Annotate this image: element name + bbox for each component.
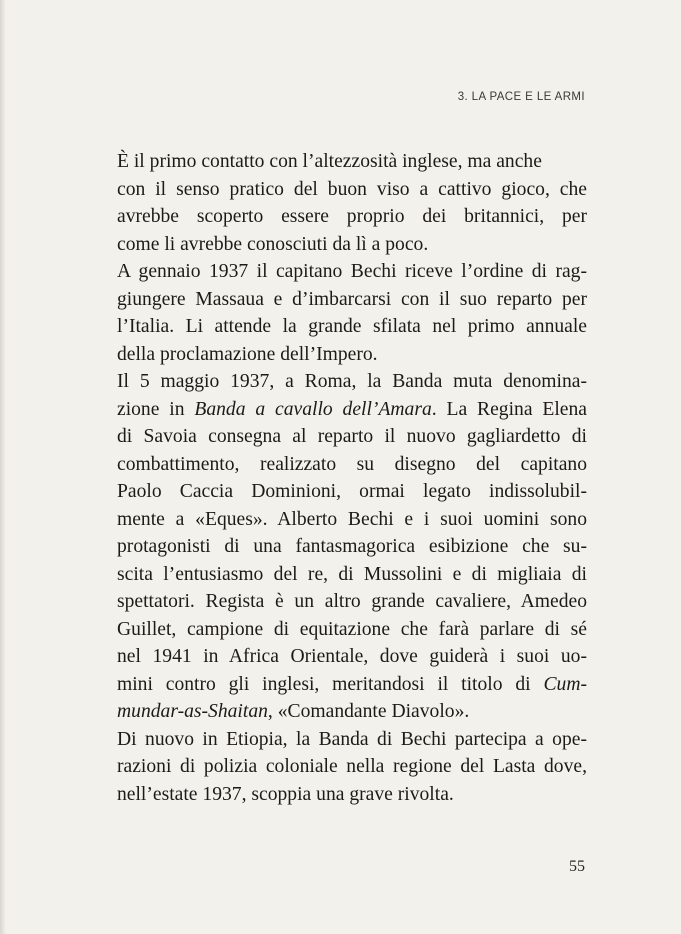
body-text: [117, 148, 587, 808]
page-edge: [0, 0, 6, 934]
text-segment: , «Comandante Diavolo».: [267, 701, 470, 722]
text-line: della proclamazione dell’Impero.: [117, 343, 378, 365]
text-line: come li avrebbe conosciuti da lì a poco.: [117, 233, 429, 255]
text-line: nel 1941 in Africa Orientale, dove guiderà i suoi uo-: [117, 646, 587, 667]
text-line: giungere Massaua e d’imbarcarsi con il suo reparto per: [117, 288, 587, 310]
text-line-with-italic: [117, 671, 587, 699]
text-line: protagonisti di una fantasmagorica esibizione che su-: [117, 536, 587, 557]
text-line: l’Italia. Li attende la grande sfilata nel primo annuale: [117, 316, 587, 337]
text-segment: zione in: [117, 398, 195, 420]
text-line: A gennaio 1937 il capitano Bechi riceve l’ordine di rag-: [117, 261, 587, 282]
italic-title: mundar-as-Shaitan: [117, 701, 268, 722]
text-line: avrebbe scoperto essere proprio dei britannici, per: [117, 206, 587, 227]
text-segment: . La Regina Elena: [431, 398, 587, 420]
text-line: nell’estate 1937, scoppia una grave rivolta.: [117, 783, 454, 805]
text-line: Paolo Caccia Dominioni, ormai legato indissolubil-: [117, 481, 587, 502]
page-number: 55: [569, 858, 585, 875]
text-line: spettatori. Regista è un altro grande cavaliere, Amedeo: [117, 591, 587, 612]
text-line: mente a «Eques». Alberto Bechi e i suoi uomini sono: [117, 508, 587, 530]
text-line: scita l’entusiasmo del re, di Mussolini e di migliaia di: [117, 563, 587, 585]
text-line: razioni di polizia coloniale nella regione del Lasta dove,: [117, 756, 587, 777]
italic-title: Banda a cavallo dell’Amara: [194, 398, 432, 420]
text-line-with-italic: [117, 396, 587, 424]
text-line-with-italic: [117, 698, 587, 726]
text-line: È il primo contatto con l’altezzosità inglese, ma anche: [117, 151, 542, 172]
text-line: Di nuovo in Etiopia, la Banda di Bechi partecipa a ope-: [117, 728, 587, 750]
text-line: Guillet, campione di equitazione che farà parlare di sé: [117, 618, 587, 640]
text-line: combattimento, realizzato su disegno del capitano: [117, 453, 587, 475]
italic-title: Cum-: [543, 673, 587, 695]
text-line: Il 5 maggio 1937, a Roma, la Banda muta denomina-: [117, 371, 587, 392]
text-line: di Savoia consegna al reparto il nuovo gagliardetto di: [117, 426, 587, 447]
running-header: 3. LA PACE E LE ARMI: [457, 91, 585, 103]
text-line: con il senso pratico del buon viso a cattivo gioco, che: [117, 178, 587, 200]
text-segment: mini contro gli inglesi, meritandosi il titolo di: [117, 673, 544, 695]
